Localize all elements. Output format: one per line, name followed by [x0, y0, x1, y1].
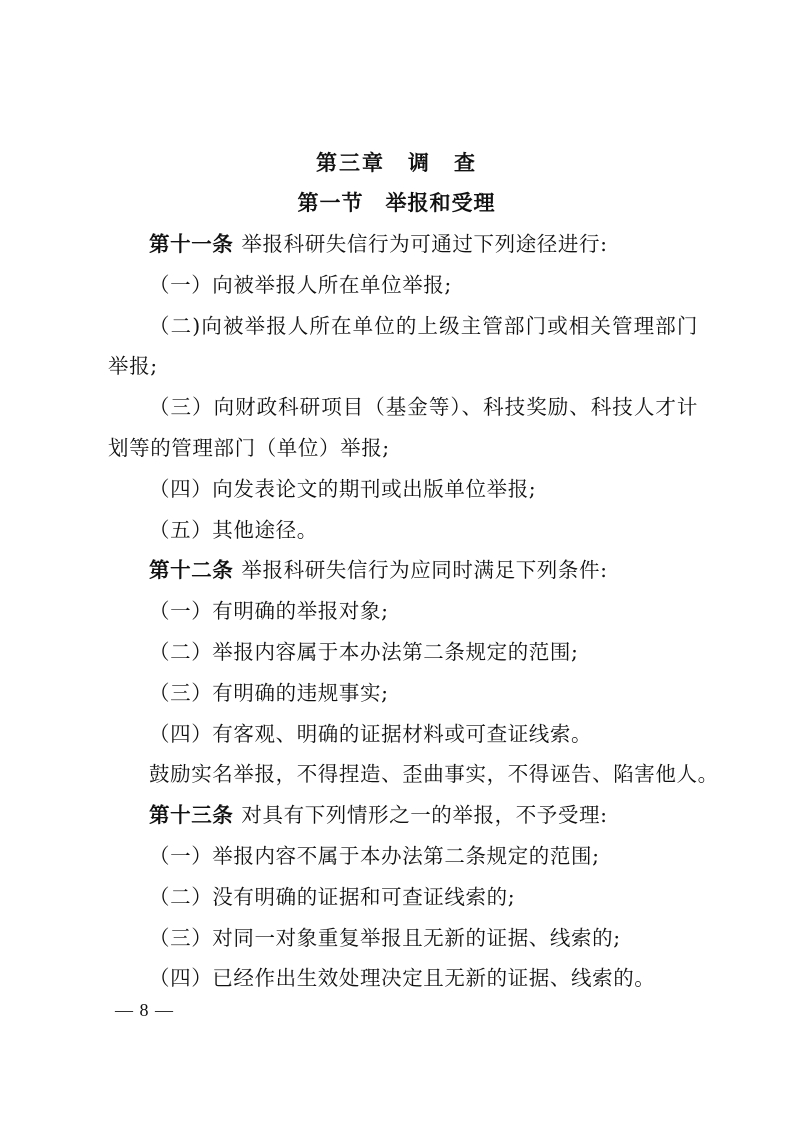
article-12-heading — [108, 550, 698, 591]
article-11-item-1: （一）向被举报人所在单位举报; — [149, 272, 452, 297]
article-13-item-4: （四）已经作出生效处理决定且无新的证据、线索的。 — [149, 966, 656, 991]
article-13-heading — [108, 795, 698, 836]
article-12-item-4: （四）有客观、明确的证据材料或可查证线索。 — [149, 721, 593, 746]
article-11-item-3: （三）向财政科研项目（基金等）、科技奖励、科技人才计 — [149, 395, 698, 420]
article-11-item-2-continued: 举报; — [108, 354, 158, 379]
article-11-item-2: （二)向被举报人所在单位的上级主管部门或相关管理部门 — [149, 313, 698, 338]
chapter-title: 第三章 调 查 — [316, 151, 477, 175]
article-13-number: 第十三条 — [149, 803, 234, 828]
article-13-item-2: （二）没有明确的证据和可查证线索的; — [149, 884, 516, 909]
article-13-intro: 对具有下列情形之一的举报，不予受理: — [241, 803, 608, 828]
article-12-item-3: （三）有明确的违规事实; — [149, 680, 389, 705]
article-11-heading — [108, 224, 698, 265]
article-12-item-2: （二）举报内容属于本办法第二条规定的范围; — [149, 639, 579, 664]
article-12-note: 鼓励实名举报，不得捏造、歪曲事实，不得诬告、陷害他人。 — [149, 762, 719, 787]
article-13-item-1: （一）举报内容不属于本办法第二条规定的范围; — [149, 843, 600, 868]
article-12-item-1: （一）有明确的举报对象; — [149, 599, 389, 624]
article-11-intro: 举报科研失信行为可通过下列途径进行: — [241, 232, 608, 256]
section-title: 第一节 举报和受理 — [297, 191, 496, 215]
article-11-item-4: （四）向发表论文的期刊或出版单位举报; — [149, 476, 537, 501]
article-11-number: 第十一条 — [149, 232, 234, 256]
article-12-number: 第十二条 — [149, 558, 234, 583]
page-number: — 8 — — [115, 1000, 174, 1020]
article-11-item-5: （五）其他途径。 — [149, 517, 318, 542]
article-13-item-3: （三）对同一对象重复举报且无新的证据、线索的; — [149, 925, 621, 950]
article-12-intro: 举报科研失信行为应同时满足下列条件: — [241, 558, 608, 583]
document-body — [108, 224, 719, 999]
article-11-item-3-continued: 划等的管理部门（单位）举报; — [108, 435, 390, 460]
